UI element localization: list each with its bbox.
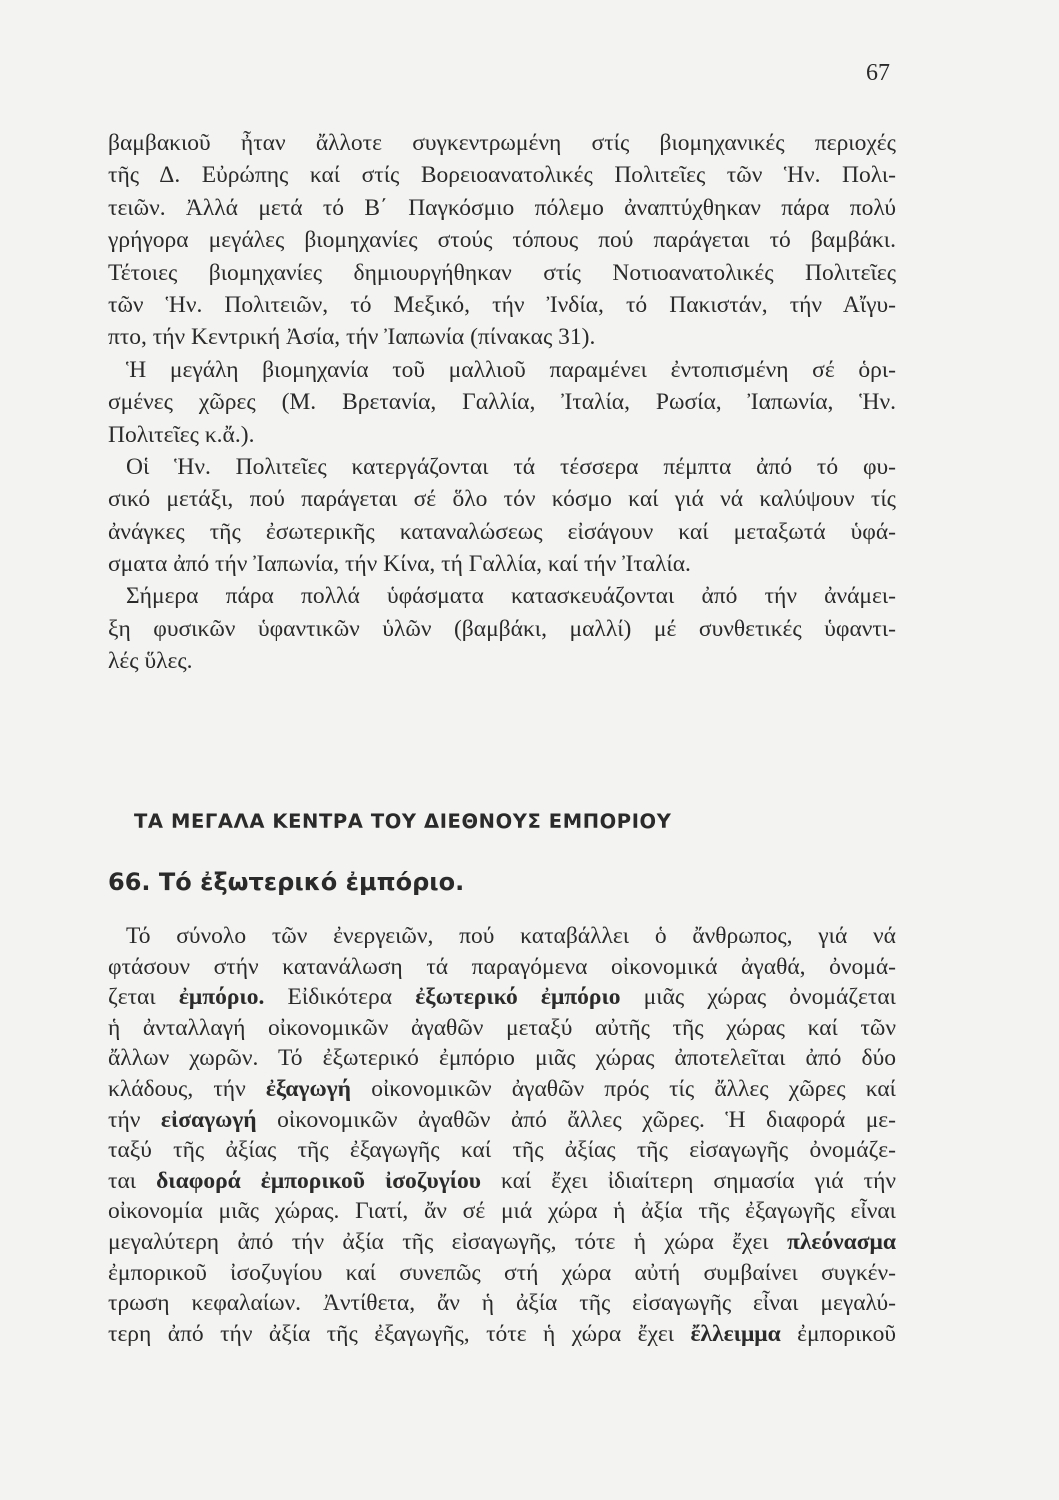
text-line (108, 483, 896, 515)
text-run: φτάσουν στήν κατανάλωση τά παραγόμενα οἰκονομικά ἀγαθά, ὀνομά- (108, 953, 896, 980)
text-line (108, 224, 896, 256)
text-run: λές ὕλες. (108, 648, 193, 675)
text-line (108, 952, 896, 983)
text-line (108, 516, 896, 548)
text-line (108, 289, 896, 321)
text-run: οἰκονομικῶν ἀγαθῶν πρός τίς ἄλλες χῶρες καί (351, 1075, 897, 1102)
text-line (108, 321, 896, 353)
text-run: τήν (108, 1106, 161, 1133)
text-run: σμένες χῶρες (Μ. Βρετανία, Γαλλία, Ἰταλία, Ρωσία, Ἰαπωνία, Ἡν. (108, 389, 896, 416)
text-line (108, 1013, 896, 1044)
text-run: τρωση κεφαλαίων. Ἀντίθετα, ἄν ἡ ἀξία τῆς εἰσαγωγῆς εἶναι μεγαλύ- (108, 1290, 896, 1317)
section-title: 66. Τό ἐξωτερικό ἐμπόριο. (108, 868, 465, 896)
bold-term: διαφορά ἐμπορικοῦ ἰσοζυγίου (156, 1167, 481, 1194)
text-run: σματα ἀπό τήν Ἰαπωνία, τήν Κίνα, τή Γαλλία, καί τήν Ἰταλία. (108, 551, 691, 578)
text-line (108, 645, 896, 677)
text-run: ἡ ἀνταλλαγή οἰκονομικῶν ἀγαθῶν μεταξύ αὐτῆς τῆς χώρας καί τῶν (108, 1014, 896, 1041)
text-run: μιᾶς χώρας ὀνομάζεται (620, 984, 897, 1011)
text-run: κλάδους, τήν (108, 1075, 266, 1102)
text-run: ἀνάγκες τῆς ἐσωτερικῆς καταναλώσεως εἰσάγουν καί μεταξωτά ὑφά- (108, 518, 896, 545)
text-block-textile-industry (108, 127, 896, 678)
text-line (108, 613, 896, 645)
text-run: Τό σύνολο τῶν ἐνεργειῶν, πού καταβάλλει ὁ ἄνθρωπος, γιά νά (126, 923, 896, 949)
text-line (108, 1196, 896, 1227)
text-run: γρήγορα μεγάλες βιομηχανίες στούς τόπους πού παράγεται τό βαμβάκι. (108, 227, 896, 254)
bold-term: πλεόνασμα (786, 1228, 896, 1255)
text-run: τῶν Ἡν. Πολιτειῶν, τό Μεξικό, τήν Ἰνδία, τό Πακιστάν, τήν Αἴγυ- (108, 291, 896, 318)
text-line (108, 1258, 896, 1289)
page-number: 67 (866, 60, 890, 86)
bold-term: ἐξωτερικό ἐμπόριο (415, 984, 621, 1011)
text-run: οἰκονομικῶν ἀγαθῶν ἀπό ἄλλες χῶρες. Ἡ διαφορά με- (256, 1106, 896, 1133)
text-line (108, 1227, 896, 1258)
text-run: Σήμερα πάρα πολλά ὑφάσματα κατασκευάζονται ἀπό τήν ἀνάμει- (126, 583, 896, 610)
text-block-foreign-trade (108, 921, 896, 1349)
text-run: ται (108, 1167, 157, 1194)
text-run: ἄλλων χωρῶν. Τό ἐξωτερικό ἐμπόριο μιᾶς χώρας ἀποτελεῖται ἀπό δύο (108, 1045, 896, 1072)
text-line (108, 257, 896, 289)
text-run: ταξύ τῆς ἀξίας τῆς ἐξαγωγῆς καί τῆς ἀξίας τῆς εἰσαγωγῆς ὀνομάζε- (108, 1137, 896, 1164)
text-run: τειῶν. Ἀλλά μετά τό Β΄ Παγκόσμιο πόλεμο ἀναπτύχθηκαν πάρα πολύ (108, 194, 896, 221)
text-line (108, 159, 896, 191)
text-line (108, 548, 896, 580)
text-line (108, 921, 896, 952)
text-run: μεγαλύτερη ἀπό τήν ἀξία τῆς εἰσαγωγῆς, τότε ἡ χώρα ἔχει (108, 1228, 787, 1255)
text-line (108, 1105, 896, 1136)
text-line (108, 386, 896, 418)
text-run: τῆς Δ. Εὐρώπης καί στίς Βορειοανατολικές Πολιτεῖες τῶν Ἡν. Πολι- (108, 162, 896, 189)
text-run: ξη φυσικῶν ὑφαντικῶν ὑλῶν (βαμβάκι, μαλλί) μέ συνθετικές ὑφαντι- (108, 615, 896, 642)
text-run: Τέτοιες βιομηχανίες δημιουργήθηκαν στίς Νοτιοανατολικές Πολιτεῖες (108, 259, 896, 286)
text-line (108, 127, 896, 159)
text-run: βαμβακιοῦ ἦταν ἄλλοτε συγκεντρωμένη στίς βιομηχανικές περιοχές (108, 130, 896, 156)
text-line (108, 1166, 896, 1197)
text-line (108, 1135, 896, 1166)
text-run: ἐμπορικοῦ ἰσοζυγίου καί συνεπῶς στή χώρα αὐτή συμβαίνει συγκέν- (108, 1259, 896, 1286)
bold-term: ἔλλειμμα (690, 1320, 781, 1347)
text-run: ἐμπορικοῦ (780, 1320, 896, 1347)
text-run: Πολιτεῖες κ.ἄ.). (108, 421, 255, 448)
text-run: σικό μετάξι, πού παράγεται σέ ὅλο τόν κόσμο καί γιά νά καλύψουν τίς (108, 486, 896, 513)
text-line (108, 982, 896, 1013)
text-run: Οἱ Ἡν. Πολιτεῖες κατεργάζονται τά τέσσερα πέμπτα ἀπό τό φυ- (126, 453, 896, 480)
text-line (108, 451, 896, 483)
text-run: Εἰδικότερα (264, 984, 416, 1011)
text-run: Ἡ μεγάλη βιομηχανία τοῦ μαλλιοῦ παραμένει ἐντοπισμένη σέ ὁρι- (126, 356, 896, 383)
chapter-heading: ΤΑ ΜΕΓΑΛΑ ΚΕΝΤΡΑ ΤΟΥ ΔΙΕΘΝΟΥΣ ΕΜΠΟΡΙΟΥ (134, 810, 672, 833)
bold-term: ἐμπόριο. (178, 984, 265, 1011)
text-line (108, 1319, 896, 1350)
text-run: ζεται (108, 984, 179, 1011)
text-line (108, 419, 896, 451)
text-line (108, 1043, 896, 1074)
text-run: τερη ἀπό τήν ἀξία τῆς ἐξαγωγῆς, τότε ἡ χώρα ἔχει (108, 1320, 691, 1347)
text-line (108, 580, 896, 612)
text-run: πτο, τήν Κεντρική Ἀσία, τήν Ἰαπωνία (πίνακας 31). (108, 324, 596, 351)
text-line (108, 1074, 896, 1105)
text-run: οἰκονομία μιᾶς χώρας. Γιατί, ἄν σέ μιά χώρα ἡ ἀξία τῆς ἐξαγωγῆς εἶναι (108, 1198, 896, 1225)
text-line (108, 354, 896, 386)
text-line (108, 192, 896, 224)
text-line (108, 1288, 896, 1319)
bold-term: εἰσαγωγή (160, 1106, 257, 1133)
bold-term: ἐξαγωγή (265, 1075, 352, 1102)
text-run: καί ἔχει ἰδιαίτερη σημασία γιά τήν (480, 1167, 896, 1194)
